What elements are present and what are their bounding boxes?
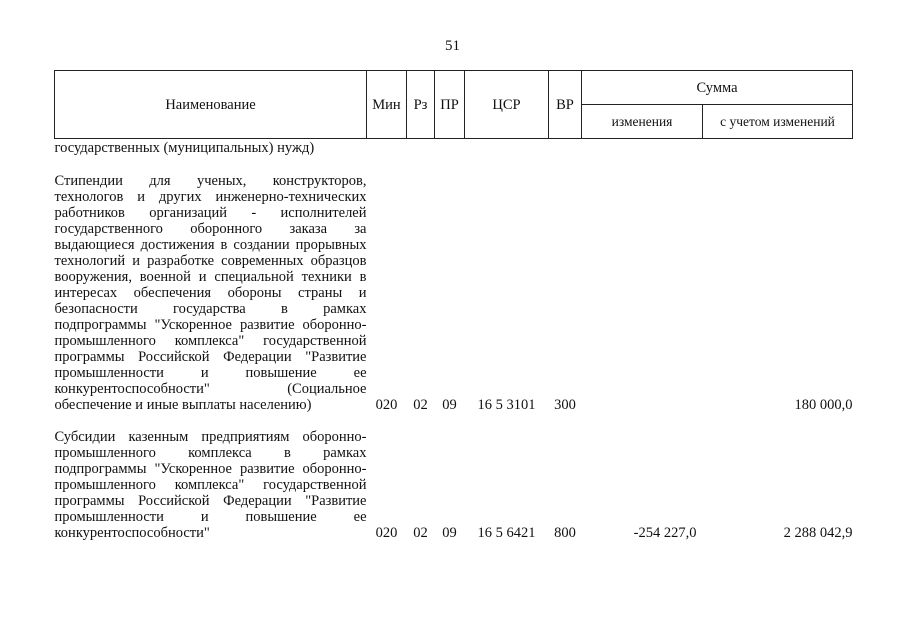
row-with-change: 180 000,0: [794, 397, 853, 413]
continuation-text: государственных (муниципальных) нужд): [54, 140, 315, 156]
row-min: 020: [375, 397, 398, 413]
row-csr: 16 5 6421: [477, 525, 536, 541]
header-rz: Рз: [407, 71, 435, 139]
page-number: 51: [445, 38, 460, 54]
row-with-change: 2 288 042,9: [783, 525, 853, 541]
row-change: -254 227,0: [633, 525, 697, 541]
row-name: Субсидии казенным предприятиям оборонно-промышленного комплекса в рамках подпрограммы "Ускоренное развитие оборонно-промышленного комплекса" государственной программы Российской Федерации "Развитие промышленности и повышение ее конкурентоспособности": [54, 429, 367, 541]
row-name: Стипендии для ученых, конструкторов, технологов и других инженерно-технических работников организаций - исполнителей государственного оборонного заказа за выдающиеся достижения в создании прорывных технологий и разработке современных образцов вооружения, военной и специальной техники в интересах обеспечения обороны страны и безопасности государства в рамках подпрограммы "Ускоренное развитие оборонно-промышленного комплекса" государственной программы Российской Федерации "Развитие промышленности и повышение ее конкурентоспособности" (Социальное обеспечение и иные выплаты населению): [54, 173, 367, 413]
header-row: [55, 71, 853, 105]
header-min: Мин: [367, 71, 407, 139]
row-vr: 800: [554, 525, 576, 541]
header-vr: ВР: [549, 71, 582, 139]
header-csr: ЦСР: [465, 71, 549, 139]
row-csr: 16 5 3101: [477, 397, 536, 413]
row-rz: 02: [413, 397, 428, 413]
header-change: изменения: [582, 105, 703, 139]
budget-table: [54, 70, 853, 541]
table-row: [55, 173, 853, 413]
row-min: 020: [375, 525, 398, 541]
table-row: [55, 429, 853, 541]
header-name: Наименование: [55, 71, 367, 139]
row-pr: 09: [442, 525, 457, 541]
row-vr: 300: [554, 397, 576, 413]
header-pr: ПР: [435, 71, 465, 139]
row-rz: 02: [413, 525, 428, 541]
row-change: [582, 173, 703, 413]
header-summa: Сумма: [582, 71, 853, 105]
continuation-row: [55, 139, 853, 174]
row-pr: 09: [442, 397, 457, 413]
header-with-change: с учетом изменений: [703, 105, 853, 139]
